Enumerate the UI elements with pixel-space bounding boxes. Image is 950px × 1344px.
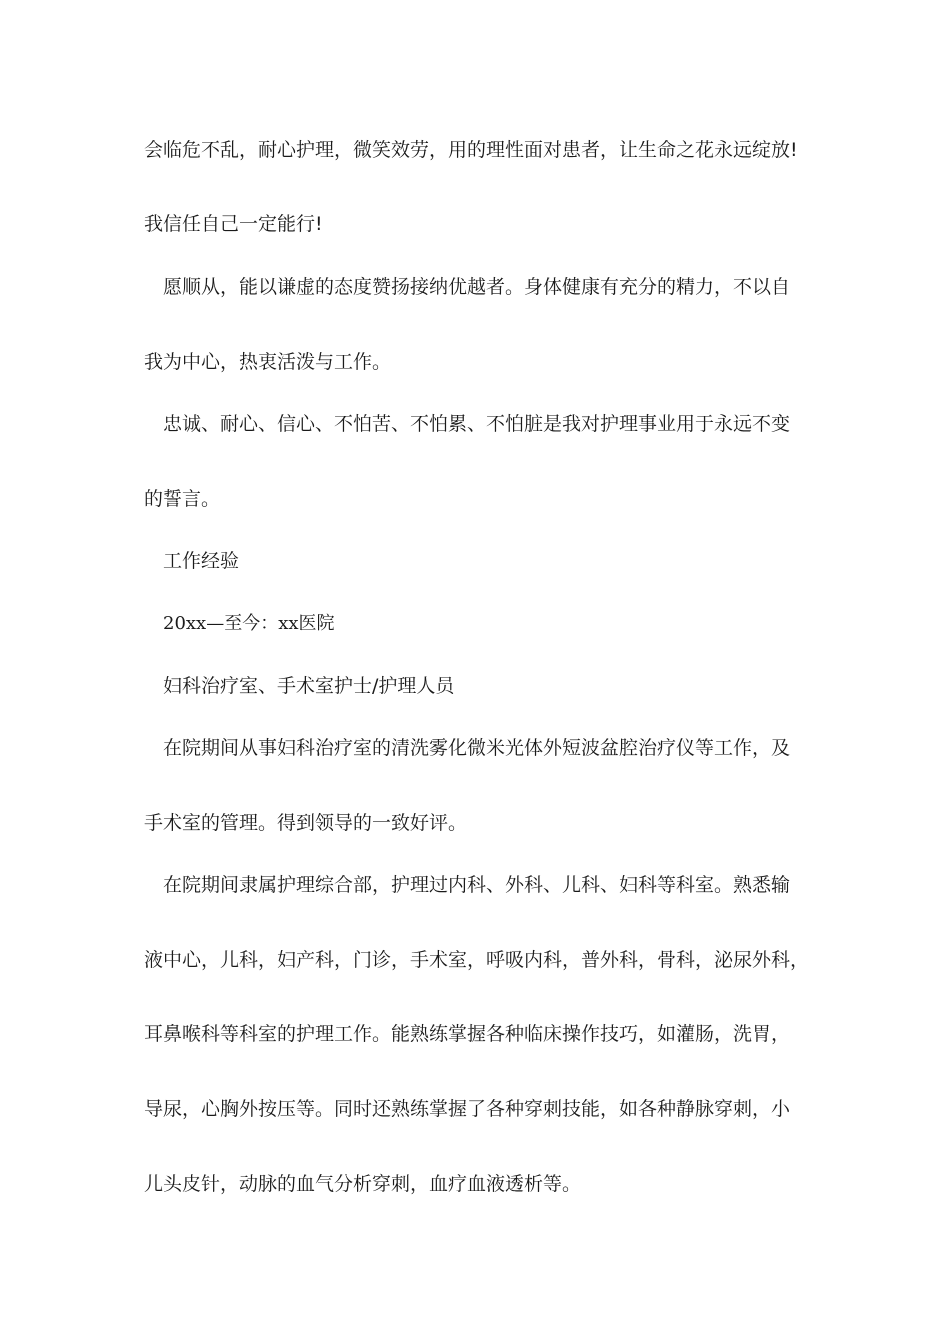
- paragraph-line-15: 导尿，心胸外按压等。同时还熟练掌握了各种穿刺技能，如各种静脉穿刺，小: [144, 1098, 791, 1120]
- job-title: 妇科治疗室、手术室护士/护理人员: [163, 675, 455, 697]
- paragraph-line-11: 手术室的管理。得到领导的一致好评。: [144, 812, 468, 834]
- work-period-employer: 20xx—至今：xx医院: [163, 613, 335, 634]
- paragraph-line-14: 耳鼻喉科等科室的护理工作。能熟练掌握各种临床操作技巧，如灌肠，洗胃，: [144, 1023, 791, 1045]
- paragraph-line-5: 忠诚、耐心、信心、不怕苦、不怕累、不怕脏是我对护理事业用于永远不变: [163, 413, 791, 435]
- paragraph-line-16: 儿头皮针，动脉的血气分析穿刺，血疗血液透析等。: [144, 1173, 582, 1195]
- paragraph-line-10: 在院期间从事妇科治疗室的清洗雾化微米光体外短波盆腔治疗仪等工作，及: [163, 737, 791, 759]
- paragraph-line-12: 在院期间隶属护理综合部，护理过内科、外科、儿科、妇科等科室。熟悉输: [163, 874, 791, 896]
- paragraph-line-1: 会临危不乱，耐心护理，微笑效劳，用的理性面对患者，让生命之花永远绽放!: [144, 139, 798, 161]
- paragraph-line-3: 愿顺从，能以谦虚的态度赞扬接纳优越者。身体健康有充分的精力，不以自: [163, 276, 791, 298]
- paragraph-line-4: 我为中心，热衷活泼与工作。: [144, 351, 392, 373]
- paragraph-line-6: 的誓言。: [144, 488, 221, 510]
- paragraph-line-13: 液中心，儿科，妇产科，门诊，手术室，呼吸内科，普外科，骨科，泌尿外科，: [144, 949, 810, 971]
- paragraph-line-2: 我信任自己一定能行!: [144, 213, 323, 235]
- section-heading-work-experience: 工作经验: [163, 550, 240, 572]
